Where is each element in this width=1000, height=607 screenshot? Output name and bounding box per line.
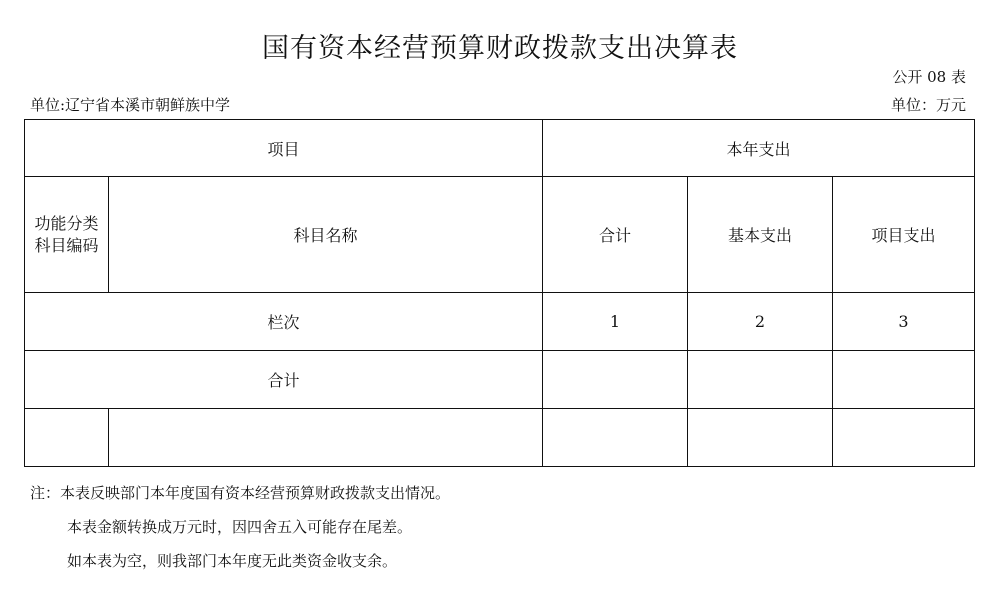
row-project (833, 409, 975, 467)
table-row (25, 409, 975, 467)
expenditure-table (24, 119, 975, 467)
total-row-label: 合计 (25, 351, 543, 409)
unit-label: 单位：万元 (890, 96, 966, 114)
note-line: 本表金额转换成万元时，因四舍五入可能存在尾差。 (67, 518, 413, 536)
column-number-label: 栏次 (25, 293, 543, 351)
row-func-code (25, 409, 109, 467)
header-project: 项目支出 (833, 177, 975, 293)
total-project-value (833, 351, 975, 409)
table-number: 公开 08 表 (892, 68, 966, 86)
row-subject-name (109, 409, 543, 467)
header-func-code-line2: 科目编码 (34, 235, 99, 255)
total-row (25, 351, 975, 409)
total-value (543, 351, 688, 409)
header-total: 合计 (543, 177, 688, 293)
subheader-row (25, 177, 975, 293)
header-basic: 基本支出 (688, 177, 833, 293)
header-current-year: 本年支出 (543, 120, 975, 177)
note-line: 注：本表反映部门本年度国有资本经营预算财政拨款支出情况。 (30, 484, 451, 502)
report-title: 国有资本经营预算财政拨款支出决算表 (262, 33, 738, 64)
column-number-1: 1 (543, 293, 688, 351)
header-subject-name: 科目名称 (109, 177, 543, 293)
header-item: 项目 (25, 120, 543, 177)
header-func-code-line1: 功能分类 (34, 213, 99, 233)
notes (30, 476, 450, 578)
column-number-3: 3 (833, 293, 975, 351)
total-basic-value (688, 351, 833, 409)
header-func-code (25, 177, 109, 293)
column-number-2: 2 (688, 293, 833, 351)
row-total (543, 409, 688, 467)
row-basic (688, 409, 833, 467)
note-line: 如本表为空，则我部门本年度无此类资金收支余。 (67, 552, 398, 570)
column-number-row (25, 293, 975, 351)
header-row (25, 120, 975, 177)
organization-label: 单位:辽宁省本溪市朝鲜族中学 (30, 96, 231, 114)
